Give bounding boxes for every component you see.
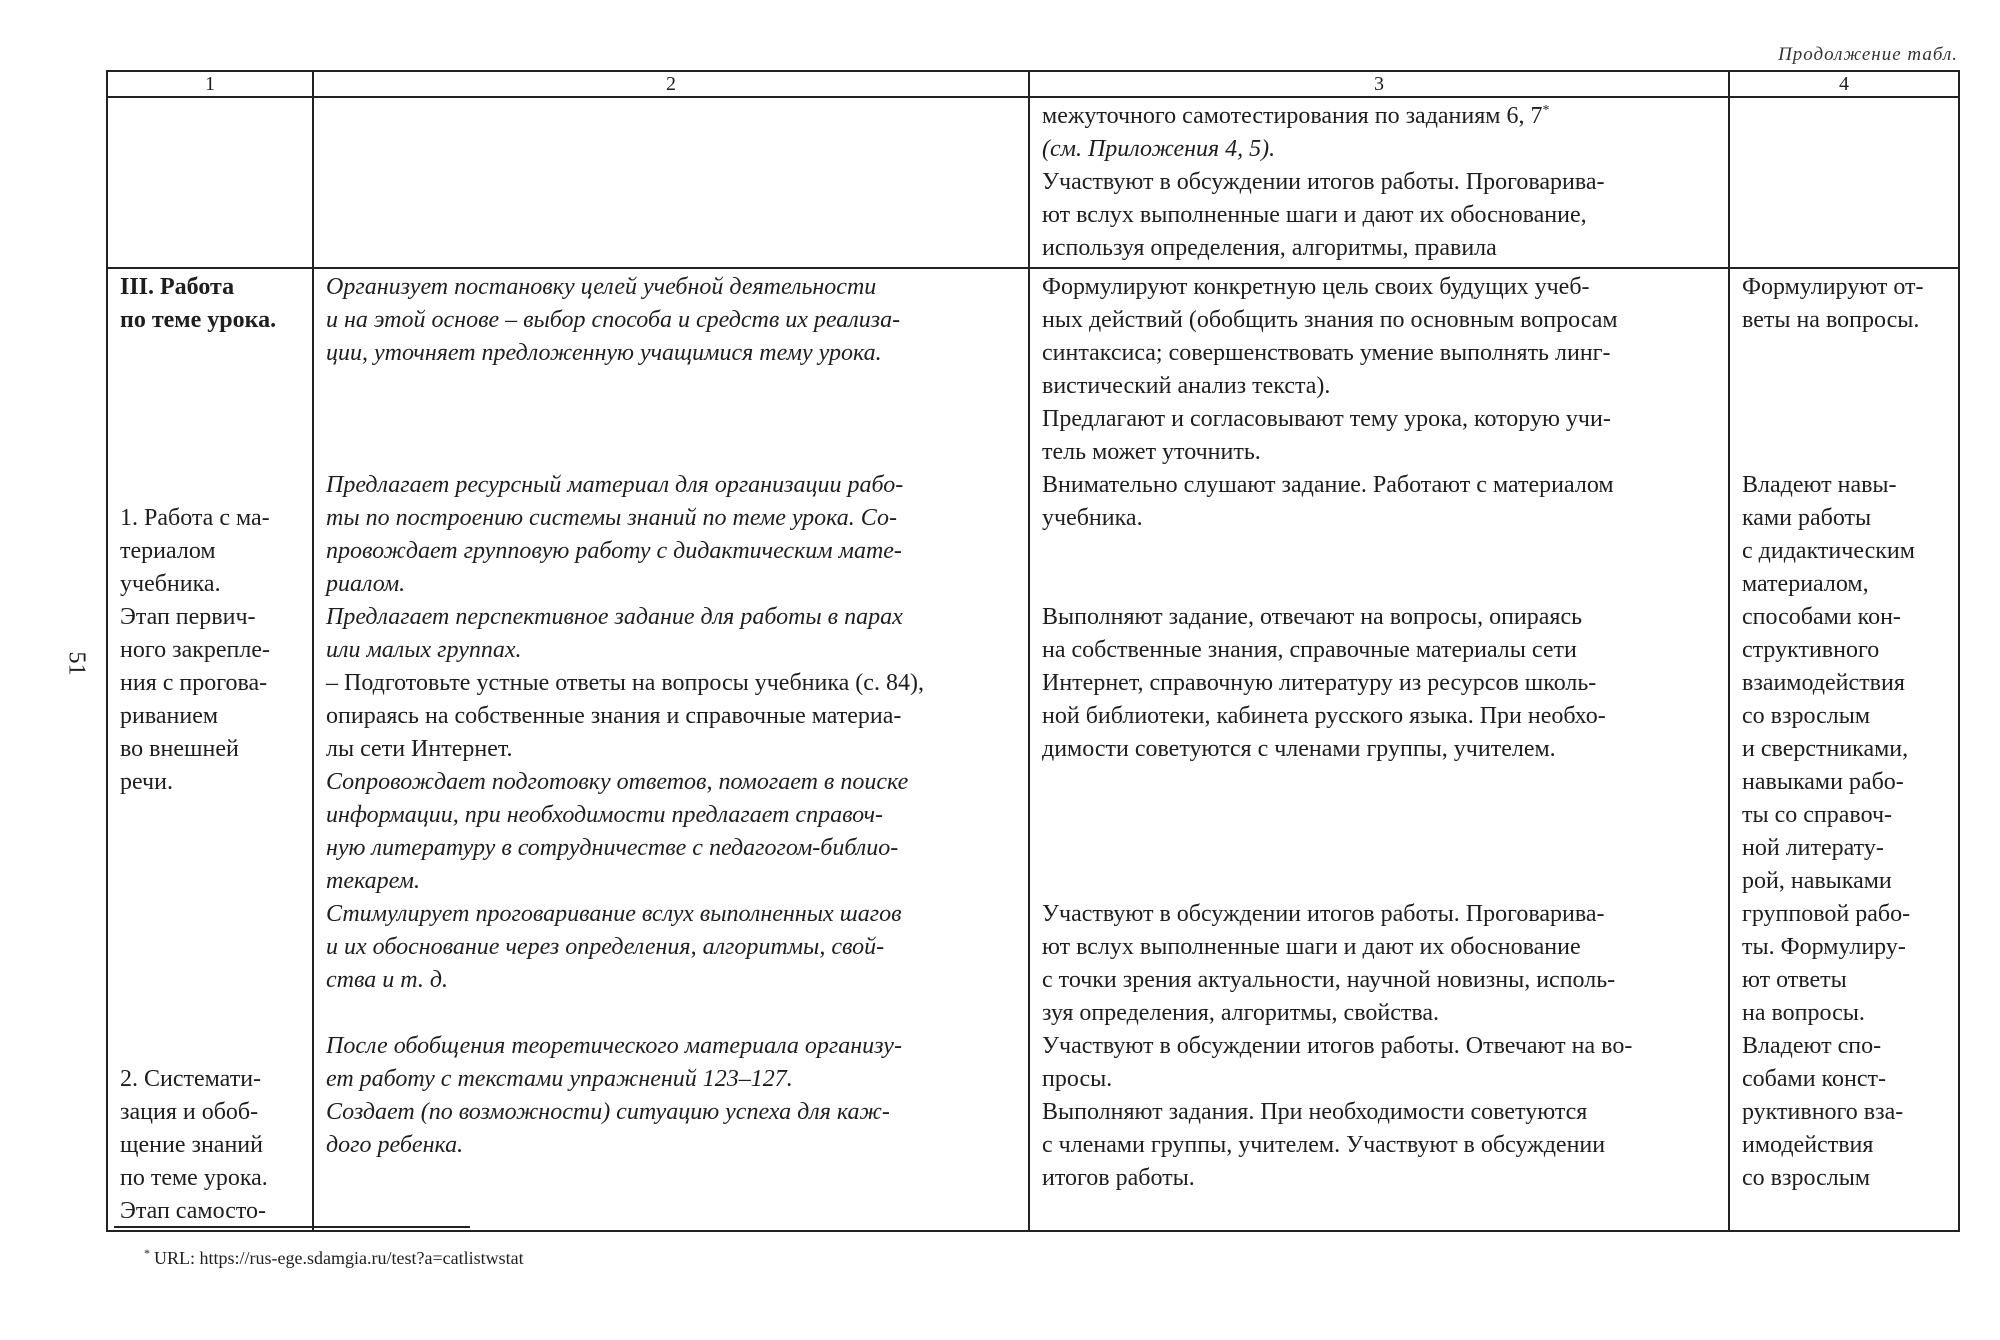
paragraph: Создает (по возможности) ситуацию успеха для каж- дого ребенка.	[326, 1099, 890, 1158]
column-number-2: 2	[313, 71, 1029, 97]
row1-col3	[1029, 97, 1729, 268]
lesson-table	[106, 70, 1960, 1232]
paragraph: После обобщения теоретического материала организу- ет работу с текстами упражнений 123–127.	[326, 1033, 902, 1092]
paragraph: Внимательно слушают задание. Работают с материалом учебника.	[1042, 472, 1614, 531]
paragraph: Участвуют в обсуждении итогов работы. Отвечают на во- просы.	[1042, 1033, 1633, 1092]
paragraph: – Подготовьте устные ответы на вопросы учебника (с. 84), опираясь на собственные знания и справочные материа- лы сети Интернет.	[326, 670, 924, 762]
column-number-1: 1	[107, 71, 313, 97]
substage-1: 1. Работа с ма- териалом учебника. Этап первич- ного закрепле- ния с прогова- риванием во внешней речи.	[120, 505, 270, 795]
paragraph: Формулируют от- веты на вопросы.	[1742, 274, 1924, 333]
footnote-mark: *	[144, 1246, 150, 1260]
page-number: 51	[63, 651, 90, 676]
stage-title: III. Работа по теме урока.	[120, 274, 277, 333]
footnote-ref: *	[1542, 103, 1550, 118]
paragraph: Формулируют конкретную цель своих будущих учеб- ных действий (обобщить знания по основным вопросам синтаксиса; совершенствовать умение выполнять линг- вистический анализ текста).	[1042, 274, 1618, 399]
row1-col2	[313, 97, 1029, 268]
paragraph: Стимулирует проговаривание вслух выполненных шагов и их обоснование через определения, алгоритмы, свой- ства и т. д.	[326, 901, 902, 993]
paragraph: Сопровождает подготовку ответов, помогает в поиске информации, при необходимости предлагает справоч- ную литературу в сотрудничестве с педагогом-библио- текарем.	[326, 769, 909, 894]
paragraph: Организует постановку целей учебной деятельности и на этой основе – выбор способа и средств их реализа- ции, уточняет предложенную учащимися тему урока.	[326, 274, 901, 366]
paragraph: Предлагает перспективное задание для работы в парах или малых группах.	[326, 604, 903, 663]
row2-col1	[107, 268, 313, 1231]
table-row	[107, 268, 1959, 1231]
footnote-text: URL: https://rus-ege.sdamgia.ru/test?a=catlistwstat	[154, 1248, 524, 1268]
paragraph: Владеют навы- ками работы с дидактическим материалом, способами кон- структивного взаимодействия со взрослым и сверстниками, навыками рабо- ты со справоч- ной литерату- рой, навыками групповой рабо- ты. Формулиру- ют ответы на вопросы.	[1742, 472, 1915, 1026]
continuation-label: Продолжение табл.	[1778, 44, 1958, 65]
paragraph: Предлагает ресурсный материал для организации рабо- ты по построению системы знаний по теме урока. Со- провождает групповую работу с дидактическим мате- риалом.	[326, 472, 904, 597]
text-line: ют вслух выполненные шаги и дают их обоснование,	[1042, 202, 1587, 228]
row2-col4-results	[1729, 268, 1959, 1231]
column-number-4: 4	[1729, 71, 1959, 97]
row2-col2-teacher	[313, 268, 1029, 1231]
text-line: используя определения, алгоритмы, правила	[1042, 235, 1497, 261]
footnote-divider	[114, 1226, 470, 1228]
paragraph: Владеют спо- собами конст- руктивного вза- имодействия со взрослым	[1742, 1033, 1904, 1191]
paragraph: Участвуют в обсуждении итогов работы. Проговарива- ют вслух выполненные шаги и дают их обоснование с точки зрения актуальности, научной новизны, исполь- зуя определения, алгоритмы, свойства.	[1042, 901, 1616, 1026]
substage-2: 2. Системати- зация и обоб- щение знаний по теме урока. Этап самосто-	[120, 1066, 268, 1224]
row1-col4	[1729, 97, 1959, 268]
footnote	[144, 1246, 524, 1269]
paragraph: Выполняют задание, отвечают на вопросы, опираясь на собственные знания, справочные материалы сети Интернет, справочную литературу из ресурсов школь- ной библиотеки, кабинета русского языка. При необхо- димости советуются с членами группы, учителем.	[1042, 604, 1606, 762]
text-line: Участвуют в обсуждении итогов работы. Проговарива-	[1042, 169, 1605, 195]
paragraph: Выполняют задания. При необходимости советуются с членами группы, учителем. Участвуют в обсуждении итогов работы.	[1042, 1099, 1606, 1191]
paragraph: Предлагают и согласовывают тему урока, которую учи- тель может уточнить.	[1042, 406, 1611, 465]
text-line: (см. Приложения 4, 5).	[1042, 136, 1276, 162]
table-row	[107, 97, 1959, 268]
row2-col3-students	[1029, 268, 1729, 1231]
column-number-row	[107, 71, 1959, 97]
text-line: межуточного самотестирования по заданиям 6, 7*	[1042, 103, 1550, 129]
column-number-3: 3	[1029, 71, 1729, 97]
row1-col1	[107, 97, 313, 268]
